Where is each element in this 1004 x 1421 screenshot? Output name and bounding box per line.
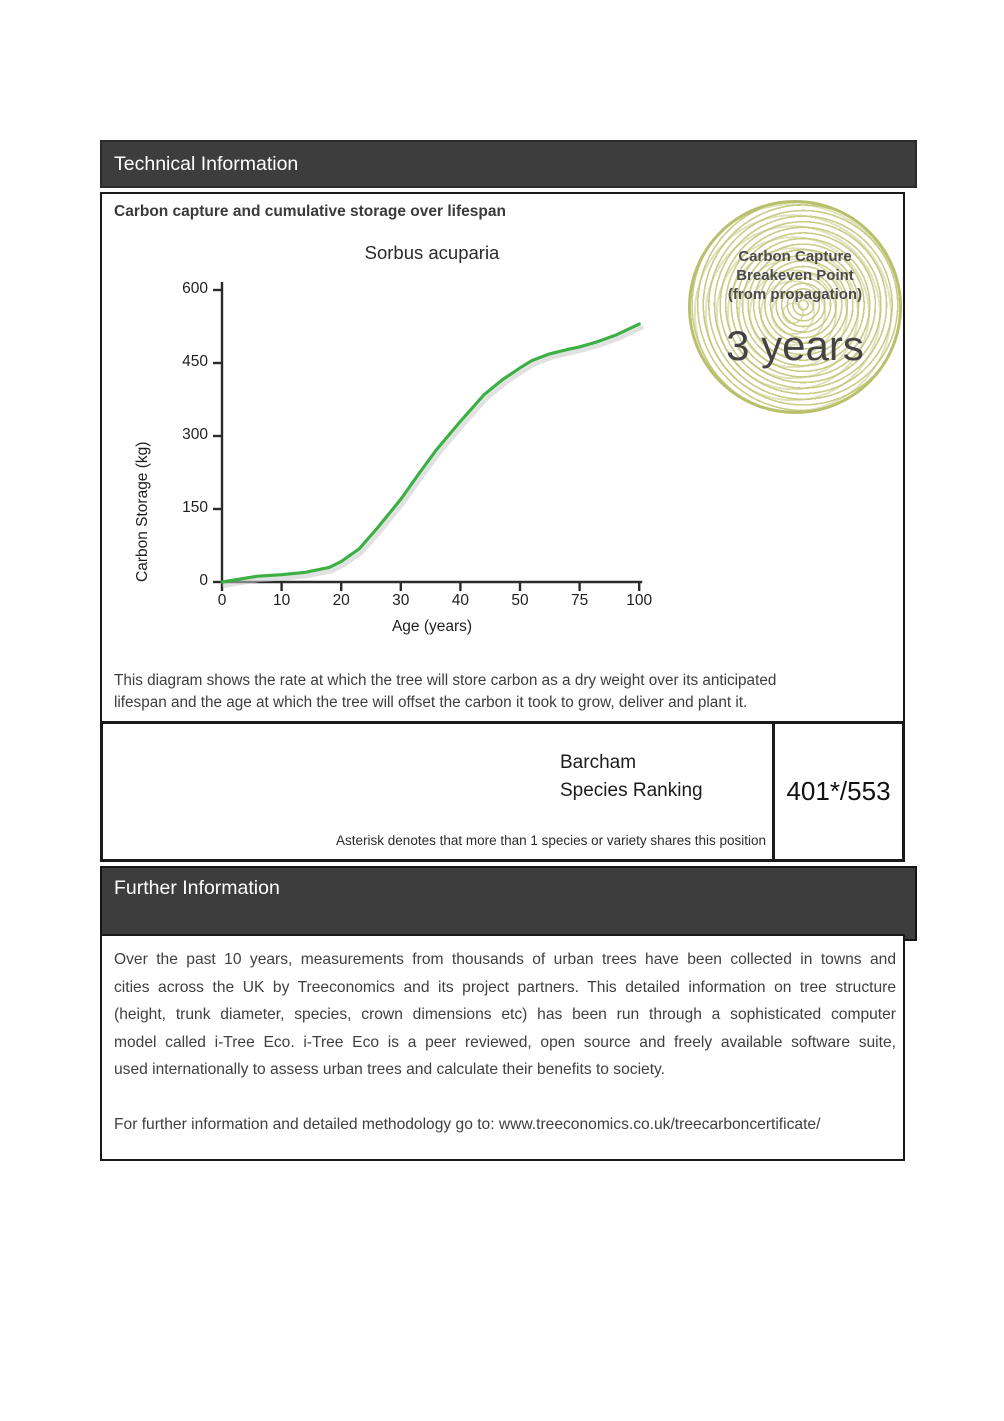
chart-panel-heading: Carbon capture and cumulative storage over lifespan — [114, 203, 506, 220]
breakeven-badge-text — [691, 203, 899, 411]
x-tick-label: 75 — [570, 592, 589, 609]
species-ranking-left-cell — [103, 724, 772, 859]
ranking-footnote: Asterisk denotes that more than 1 species or variety shares this position — [336, 833, 766, 848]
species-ranking-panel — [100, 721, 905, 862]
x-axis-label: Age (years) — [391, 618, 473, 635]
further-paragraph — [102, 936, 903, 1084]
y-tick-label: 450 — [182, 353, 208, 370]
technical-information-header — [100, 140, 917, 188]
y-tick-label: 150 — [182, 499, 208, 516]
ranking-label: Species Ranking — [560, 780, 703, 801]
further-information-panel — [100, 934, 905, 1161]
x-tick-label: 100 — [626, 592, 653, 609]
text-line: Over the past 10 years, measurements from thousands of urban trees have been collected in towns and — [114, 951, 896, 968]
y-axis-label: Carbon Storage (kg) — [134, 441, 151, 582]
y-tick-label: 300 — [182, 426, 208, 443]
breakeven-badge — [688, 200, 902, 414]
methodology-link-prefix: For further information and detailed methodology go to: — [114, 1115, 499, 1133]
x-tick-label: 20 — [332, 592, 350, 609]
text-line: cities across the UK by Treeconomics and its project partners. This detailed information on tree structure — [114, 978, 896, 996]
further-information-title: Further Information — [114, 877, 280, 899]
methodology-url[interactable]: www.treeconomics.co.uk/treecarboncertificate/ — [498, 1115, 821, 1133]
badge-line-2: Breakeven Point — [736, 266, 854, 284]
x-tick-label: 40 — [451, 592, 470, 609]
badge-line-3: (from propagation) — [727, 285, 863, 303]
further-information-header — [100, 866, 917, 941]
technical-information-title: Technical Information — [114, 153, 299, 175]
text-line: model called i-Tree Eco. i-Tree Eco is a peer reviewed, open source and freely available software suite, — [114, 1033, 896, 1051]
text-line: used internationally to assess urban trees and calculate their benefits to society. — [114, 1061, 666, 1078]
text-line: lifespan and the age at which the tree will offset the carbon it took to grow, deliver and plant it. — [114, 694, 748, 711]
text-line: This diagram shows the rate at which the tree will store carbon as a dry weight over its anticipated — [114, 672, 777, 689]
methodology-link-line — [102, 1111, 903, 1139]
x-tick-label: 50 — [511, 592, 529, 609]
ranking-value: 401*/553 — [786, 776, 891, 806]
text-line: (height, trunk diameter, species, crown dimensions etc) has been run through a sophisticated computer — [114, 1006, 896, 1023]
chart-caption — [114, 670, 896, 714]
x-tick-label: 10 — [272, 592, 291, 609]
y-tick-label: 0 — [199, 572, 208, 589]
badge-value: 3 years — [726, 321, 864, 369]
ranking-org: Barcham — [560, 752, 637, 773]
x-tick-label: 0 — [217, 592, 227, 609]
y-tick-label: 600 — [182, 280, 208, 297]
x-tick-label: 30 — [392, 592, 410, 609]
chart-panel — [100, 192, 905, 723]
badge-line-1: Carbon Capture — [738, 247, 852, 265]
species-ranking-caption — [560, 749, 703, 805]
species-ranking-value-cell — [772, 724, 902, 859]
chart-title: Sorbus acuparia — [364, 242, 500, 263]
